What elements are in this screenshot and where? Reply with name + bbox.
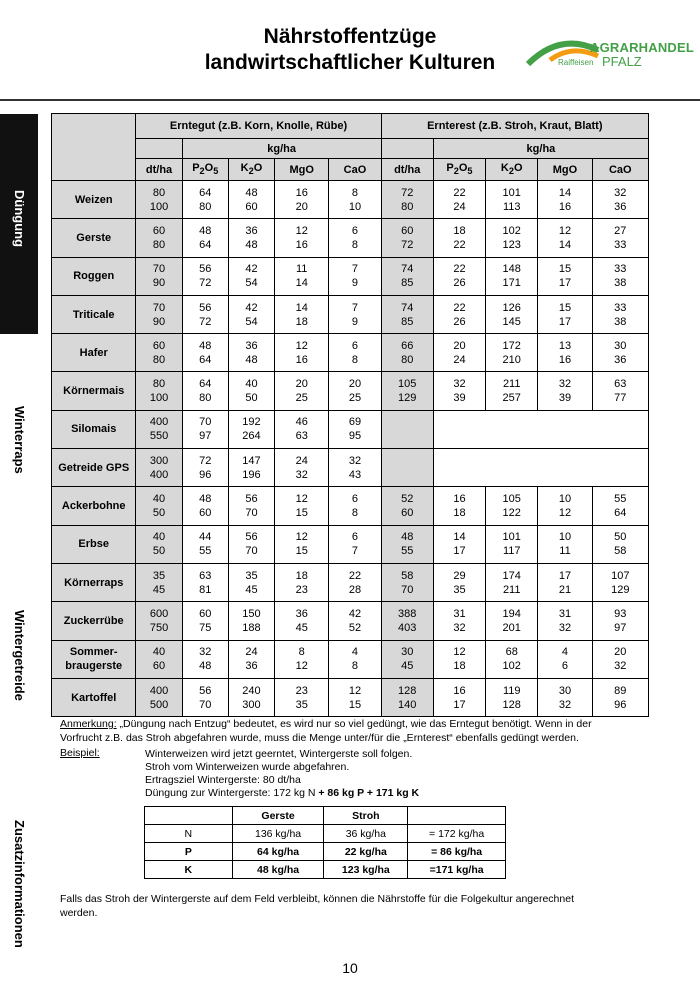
- erntegut-cell: 16 20: [275, 181, 329, 219]
- example-cell: N: [145, 825, 233, 843]
- ernterest-cell: 27 33: [592, 219, 648, 257]
- example-header-gerste: Gerste: [232, 807, 324, 825]
- col-header-mgo: MgO: [538, 159, 592, 181]
- col-header-k2o: $K_2O$: [228, 159, 274, 181]
- example-cell: = 86 kg/ha: [408, 843, 506, 861]
- erntegut-cell: 60 75: [182, 602, 228, 640]
- erntegut-cell: 46 63: [275, 410, 329, 448]
- erntegut-cell: 56 70: [228, 487, 274, 525]
- erntegut-cell: 40 50: [136, 525, 182, 563]
- ernterest-cell: 4 6: [538, 640, 592, 678]
- erntegut-cell: 40 50: [228, 372, 274, 410]
- ernterest-cell: 20 32: [592, 640, 648, 678]
- ernterest-cell: 388 403: [381, 602, 433, 640]
- anmerkung-text: „Düngung nach Entzug“ bedeutet, es wird nur so viel gedüngt, wie das Erntegut benötigt. Wenn in der Vorfrucht z.B. das Stroh abgefahren wurde, muss die Menge unter/für die „Ernterest“ ebenfalls gedüngt werden.: [60, 718, 592, 744]
- ernterest-cell: 105 129: [381, 372, 433, 410]
- erntegut-cell: 400 550: [136, 410, 182, 448]
- ernterest-cell: 14 16: [538, 181, 592, 219]
- ernterest-cell: 31 32: [433, 602, 485, 640]
- erntegut-cell: 48 64: [182, 334, 228, 372]
- ernterest-cell: 66 80: [381, 334, 433, 372]
- table-row: [52, 181, 649, 219]
- sidebar-tab-wintergetreide: Wintergetreide: [12, 610, 27, 701]
- erntegut-cell: 400 500: [136, 678, 182, 716]
- crop-name: Triticale: [52, 295, 136, 333]
- example-line-3: Ertragsziel Wintergerste: 80 dt/ha: [145, 774, 301, 786]
- table-row: [52, 334, 649, 372]
- erntegut-cell: 32 48: [182, 640, 228, 678]
- example-table: [144, 806, 506, 879]
- ernterest-cell: 13 16: [538, 334, 592, 372]
- ernterest-cell: 58 70: [381, 563, 433, 601]
- anmerkung: [60, 718, 620, 745]
- crop-name: Hafer: [52, 334, 136, 372]
- column-header-row: [52, 159, 649, 181]
- ernterest-cell: 68 102: [486, 640, 538, 678]
- col-header-k2o: $K_2O$: [486, 159, 538, 181]
- ernterest-cell: 48 55: [381, 525, 433, 563]
- beispiel-label: Beispiel:: [60, 747, 100, 759]
- ernterest-cell: 17 21: [538, 563, 592, 601]
- corner-cell: [52, 114, 136, 181]
- erntegut-cell: 192 264: [228, 410, 274, 448]
- ernterest-cell: 211 257: [486, 372, 538, 410]
- ernterest-cell: 30 45: [381, 640, 433, 678]
- ernterest-cell: 22 24: [433, 181, 485, 219]
- ernterest-cell: 93 97: [592, 602, 648, 640]
- ernterest-cell: 10 12: [538, 487, 592, 525]
- ernterest-cell: 107 129: [592, 563, 648, 601]
- example-cell: = 172 kg/ha: [408, 825, 506, 843]
- table-row: [52, 487, 649, 525]
- table-row: [52, 563, 649, 601]
- unit-header-erntegut: kg/ha: [182, 139, 381, 159]
- example-row: [145, 843, 506, 861]
- title-line-2: landwirtschaftlicher Kulturen: [204, 51, 496, 74]
- table-row: [52, 525, 649, 563]
- ernterest-empty: [381, 410, 433, 448]
- erntegut-cell: 24 32: [275, 449, 329, 487]
- ernterest-cell: 60 72: [381, 219, 433, 257]
- erntegut-cell: 4 8: [329, 640, 381, 678]
- example-line-4: Düngung zur Wintergerste: 172 kg N + 86 kg P + 171 kg K: [145, 787, 420, 799]
- ernterest-cell: 31 32: [538, 602, 592, 640]
- ernterest-cell: 101 113: [486, 181, 538, 219]
- crop-name: Sommer- braugerste: [52, 640, 136, 678]
- ernterest-cell: 29 35: [433, 563, 485, 601]
- ernterest-cell: 10 11: [538, 525, 592, 563]
- anmerkung-label: Anmerkung:: [60, 718, 117, 730]
- ernterest-cell: 12 18: [433, 640, 485, 678]
- ernterest-cell: 50 58: [592, 525, 648, 563]
- ernterest-cell: 126 145: [486, 295, 538, 333]
- erntegut-cell: 40 50: [136, 487, 182, 525]
- ernterest-cell: 52 60: [381, 487, 433, 525]
- example-cell: 136 kg/ha: [232, 825, 324, 843]
- ernterest-cell: 89 96: [592, 678, 648, 716]
- table-row: [52, 449, 649, 487]
- erntegut-cell: 42 54: [228, 257, 274, 295]
- table-row: [52, 372, 649, 410]
- erntegut-cell: 32 43: [329, 449, 381, 487]
- ernterest-cell: 30 36: [592, 334, 648, 372]
- erntegut-cell: 40 60: [136, 640, 182, 678]
- ernterest-cell: 172 210: [486, 334, 538, 372]
- example-cell: 48 kg/ha: [232, 861, 324, 879]
- crop-name: Kartoffel: [52, 678, 136, 716]
- erntegut-cell: 8 12: [275, 640, 329, 678]
- group-header-ernterest: Ernterest (z.B. Stroh, Kraut, Blatt): [381, 114, 648, 139]
- erntegut-cell: 36 48: [228, 334, 274, 372]
- table-row: [52, 602, 649, 640]
- ernterest-cell: 174 211: [486, 563, 538, 601]
- erntegut-cell: 36 48: [228, 219, 274, 257]
- erntegut-cell: 70 90: [136, 257, 182, 295]
- page-title: [150, 24, 550, 76]
- erntegut-cell: 56 70: [182, 678, 228, 716]
- ernterest-cell: 22 26: [433, 295, 485, 333]
- ernterest-cell: 119 128: [486, 678, 538, 716]
- erntegut-cell: 56 70: [228, 525, 274, 563]
- erntegut-cell: 240 300: [228, 678, 274, 716]
- table-row: [52, 678, 649, 716]
- ernterest-empty: [433, 449, 648, 487]
- erntegut-cell: 11 14: [275, 257, 329, 295]
- crop-name: Zuckerrübe: [52, 602, 136, 640]
- example-header-stroh: Stroh: [324, 807, 408, 825]
- col-header-cao: CaO: [329, 159, 381, 181]
- erntegut-cell: 12 16: [275, 219, 329, 257]
- ernterest-cell: 63 77: [592, 372, 648, 410]
- ernterest-cell: 16 17: [433, 678, 485, 716]
- sidebar-tab-zusatzinformationen: Zusatzinformationen: [12, 820, 27, 948]
- example-line-1: Winterweizen wird jetzt geerntet, Wintergerste soll folgen.: [145, 748, 413, 760]
- crop-name: Roggen: [52, 257, 136, 295]
- erntegut-cell: 70 90: [136, 295, 182, 333]
- erntegut-cell: 80 100: [136, 372, 182, 410]
- erntegut-cell: 20 25: [329, 372, 381, 410]
- table-row: [52, 219, 649, 257]
- erntegut-cell: 64 80: [182, 372, 228, 410]
- unit-spacer: [136, 139, 182, 159]
- ernterest-cell: 72 80: [381, 181, 433, 219]
- example-cell: 123 kg/ha: [324, 861, 408, 879]
- example-cell: =171 kg/ha: [408, 861, 506, 879]
- sidebar-tab-winterraps: Winterraps: [12, 406, 27, 474]
- ernterest-cell: 20 24: [433, 334, 485, 372]
- ernterest-cell: 32 36: [592, 181, 648, 219]
- col-header-p2o5: $P_2O_5$: [433, 159, 485, 181]
- title-line-1: Nährstoffentzüge: [263, 25, 437, 48]
- table-row: [52, 640, 649, 678]
- erntegut-cell: 22 28: [329, 563, 381, 601]
- crop-name: Weizen: [52, 181, 136, 219]
- erntegut-cell: 48 60: [228, 181, 274, 219]
- erntegut-cell: 300 400: [136, 449, 182, 487]
- ernterest-cell: 102 123: [486, 219, 538, 257]
- sidebar-tab-duengung: Düngung: [12, 190, 27, 248]
- erntegut-cell: 72 96: [182, 449, 228, 487]
- example-row: [145, 825, 506, 843]
- logo-raiffeisen-text: Raiffeisen: [558, 58, 594, 67]
- logo-pfalz-text: PFALZ: [602, 54, 642, 69]
- crop-name: Gerste: [52, 219, 136, 257]
- example-row: [145, 861, 506, 879]
- logo-arc-icon: [520, 36, 600, 76]
- ernterest-empty: [433, 410, 648, 448]
- erntegut-cell: 36 45: [275, 602, 329, 640]
- ernterest-cell: 55 64: [592, 487, 648, 525]
- erntegut-cell: 42 54: [228, 295, 274, 333]
- erntegut-cell: 8 10: [329, 181, 381, 219]
- col-header-dtha: dt/ha: [381, 159, 433, 181]
- example-cell: K: [145, 861, 233, 879]
- erntegut-cell: 23 35: [275, 678, 329, 716]
- erntegut-cell: 56 72: [182, 257, 228, 295]
- footnote: Falls das Stroh der Wintergerste auf dem Feld verbleibt, können die Nährstoffe für die Folgekultur angerechnet werden.: [60, 893, 574, 919]
- ernterest-cell: 33 38: [592, 257, 648, 295]
- erntegut-cell: 7 9: [329, 295, 381, 333]
- unit-header-ernterest: kg/ha: [433, 139, 648, 159]
- unit-spacer: [381, 139, 433, 159]
- crop-name: Getreide GPS: [52, 449, 136, 487]
- agrarhandel-logo: [520, 36, 695, 76]
- erntegut-cell: 6 8: [329, 219, 381, 257]
- ernterest-cell: 12 14: [538, 219, 592, 257]
- erntegut-cell: 18 23: [275, 563, 329, 601]
- erntegut-cell: 150 188: [228, 602, 274, 640]
- header-rule: [0, 99, 700, 101]
- erntegut-cell: 12 15: [329, 678, 381, 716]
- example-cell: P: [145, 843, 233, 861]
- erntegut-cell: 48 64: [182, 219, 228, 257]
- table-row: [52, 410, 649, 448]
- ernterest-cell: 15 17: [538, 257, 592, 295]
- erntegut-cell: 44 55: [182, 525, 228, 563]
- ernterest-cell: 128 140: [381, 678, 433, 716]
- example-line-2: Stroh vom Winterweizen wurde abgefahren.: [145, 761, 350, 773]
- ernterest-cell: 14 17: [433, 525, 485, 563]
- erntegut-cell: 7 9: [329, 257, 381, 295]
- table-row: [52, 295, 649, 333]
- erntegut-cell: 6 8: [329, 487, 381, 525]
- page-number: 10: [342, 960, 358, 976]
- col-header-cao: CaO: [592, 159, 648, 181]
- erntegut-cell: 24 36: [228, 640, 274, 678]
- erntegut-cell: 80 100: [136, 181, 182, 219]
- erntegut-cell: 42 52: [329, 602, 381, 640]
- erntegut-cell: 12 15: [275, 487, 329, 525]
- crop-name: Körnermais: [52, 372, 136, 410]
- example-header-sum: [408, 807, 506, 825]
- ernterest-cell: 148 171: [486, 257, 538, 295]
- ernterest-cell: 16 18: [433, 487, 485, 525]
- erntegut-cell: 35 45: [136, 563, 182, 601]
- ernterest-cell: 22 26: [433, 257, 485, 295]
- ernterest-cell: 32 39: [538, 372, 592, 410]
- erntegut-cell: 6 8: [329, 334, 381, 372]
- ernterest-cell: 15 17: [538, 295, 592, 333]
- erntegut-cell: 12 16: [275, 334, 329, 372]
- erntegut-cell: 20 25: [275, 372, 329, 410]
- ernterest-empty: [381, 449, 433, 487]
- col-header-p2o5: $P_2O_5$: [182, 159, 228, 181]
- erntegut-cell: 48 60: [182, 487, 228, 525]
- erntegut-cell: 60 80: [136, 219, 182, 257]
- table-row: [52, 257, 649, 295]
- erntegut-cell: 69 95: [329, 410, 381, 448]
- example-cell: 64 kg/ha: [232, 843, 324, 861]
- erntegut-cell: 12 15: [275, 525, 329, 563]
- crop-name: Körnerraps: [52, 563, 136, 601]
- ernterest-cell: 74 85: [381, 295, 433, 333]
- ernterest-cell: 101 117: [486, 525, 538, 563]
- erntegut-cell: 63 81: [182, 563, 228, 601]
- ernterest-cell: 74 85: [381, 257, 433, 295]
- erntegut-cell: 60 80: [136, 334, 182, 372]
- erntegut-cell: 35 45: [228, 563, 274, 601]
- group-header-erntegut: Erntegut (z.B. Korn, Knolle, Rübe): [136, 114, 381, 139]
- erntegut-cell: 600 750: [136, 602, 182, 640]
- nutrient-table: [51, 113, 649, 717]
- ernterest-cell: 105 122: [486, 487, 538, 525]
- example-cell: 22 kg/ha: [324, 843, 408, 861]
- col-header-mgo: MgO: [275, 159, 329, 181]
- col-header-dtha: dt/ha: [136, 159, 182, 181]
- erntegut-cell: 6 7: [329, 525, 381, 563]
- crop-name: Silomais: [52, 410, 136, 448]
- ernterest-cell: 32 39: [433, 372, 485, 410]
- crop-name: Erbse: [52, 525, 136, 563]
- crop-name: Ackerbohne: [52, 487, 136, 525]
- ernterest-cell: 33 38: [592, 295, 648, 333]
- ernterest-cell: 194 201: [486, 602, 538, 640]
- erntegut-cell: 64 80: [182, 181, 228, 219]
- example-corner: [145, 807, 233, 825]
- erntegut-cell: 70 97: [182, 410, 228, 448]
- erntegut-cell: 147 196: [228, 449, 274, 487]
- ernterest-cell: 30 32: [538, 678, 592, 716]
- erntegut-cell: 56 72: [182, 295, 228, 333]
- erntegut-cell: 14 18: [275, 295, 329, 333]
- logo-main-text: AGRARHANDEL: [590, 40, 695, 55]
- example-cell: 36 kg/ha: [324, 825, 408, 843]
- ernterest-cell: 18 22: [433, 219, 485, 257]
